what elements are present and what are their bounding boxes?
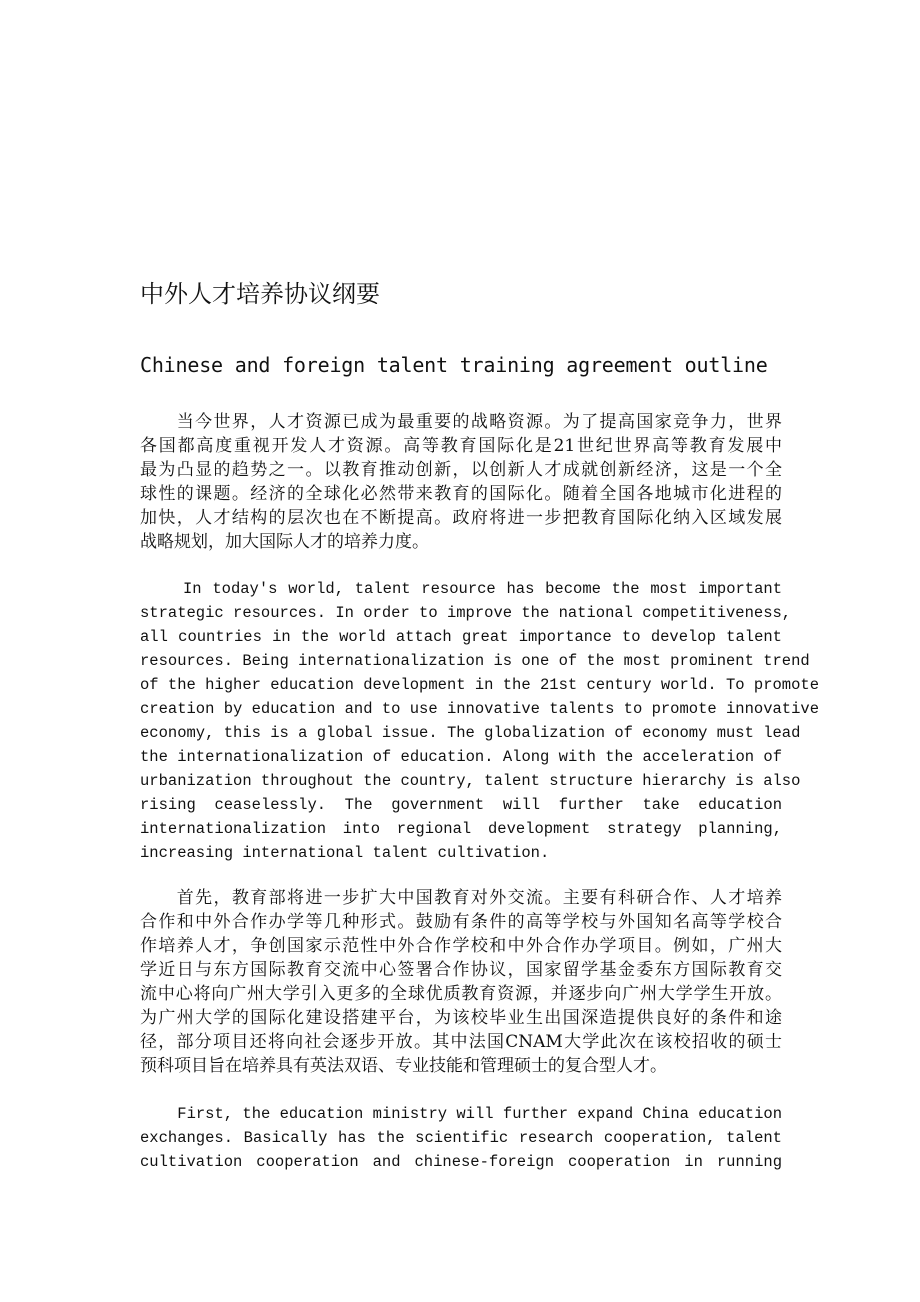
document-page [140, 0, 820, 1302]
text-line: 为广州大学的国际化建设搭建平台，为该校毕业生出国深造提供良好的条件和途 [140, 1008, 782, 1028]
text-line: strategic resources. In order to improve the national competitiveness, [140, 604, 792, 622]
text-line: resources. Being internationalization is one of the most prominent trend [140, 652, 810, 670]
text-line: In today's world, talent resource has become the most important [140, 580, 782, 598]
paragraph-cn-2 [140, 886, 782, 1078]
text-line: 球性的课题。经济的全球化必然带来教育的国际化。随着全国各地城市化进程的 [140, 484, 782, 504]
text-line: 作培养人才，争创国家示范性中外合作学校和中外合作办学项目。例如，广州大 [140, 936, 782, 956]
text-line: creation by education and to use innovative talents to promote innovative [140, 700, 820, 718]
document-title-chinese: 中外人才培养协议纲要 [140, 280, 380, 308]
text-line: the internationalization of education. Along with the acceleration of [140, 748, 782, 766]
text-line: internationalization into regional development strategy planning, [140, 820, 782, 838]
text-line: First, the education ministry will further expand China education [140, 1105, 782, 1123]
paragraph-en-1 [140, 577, 820, 865]
text-line: 各国都高度重视开发人才资源。高等教育国际化是21世纪世界高等教育发展中 [140, 436, 782, 456]
text-line: of the higher education development in the 21st century world. To promote [140, 676, 820, 694]
paragraph-cn-1 [140, 410, 782, 554]
text-line: 战略规划，加大国际人才的培养力度。 [140, 532, 429, 552]
text-line: exchanges. Basically has the scientific research cooperation, talent [140, 1129, 782, 1147]
text-line: 学近日与东方国际教育交流中心签署合作协议，国家留学基金委东方国际教育交 [140, 960, 782, 980]
text-line: 合作和中外合作办学等几种形式。鼓励有条件的高等学校与外国知名高等学校合 [140, 912, 782, 932]
paragraph-en-2 [140, 1102, 782, 1174]
text-line: 径，部分项目还将向社会逐步开放。其中法国CNAM大学此次在该校招收的硕士 [140, 1032, 782, 1052]
text-line: 当今世界，人才资源已成为最重要的战略资源。为了提高国家竞争力，世界 [140, 412, 782, 432]
text-line: 最为凸显的趋势之一。以教育推动创新，以创新人才成就创新经济，这是一个全 [140, 460, 782, 480]
text-line: 预科项目旨在培养具有英法双语、专业技能和管理硕士的复合型人才。 [140, 1056, 667, 1076]
text-line: 首先，教育部将进一步扩大中国教育对外交流。主要有科研合作、人才培养 [140, 888, 782, 908]
text-line: urbanization throughout the country, talent structure hierarchy is also [140, 772, 801, 790]
text-line: cultivation cooperation and chinese-foreign cooperation in running [140, 1153, 782, 1171]
text-line: increasing international talent cultivation. [140, 844, 550, 862]
text-line: rising ceaselessly. The government will further take education [140, 796, 782, 814]
text-line: all countries in the world attach great importance to develop talent [140, 628, 782, 646]
text-line: 加快，人才结构的层次也在不断提高。政府将进一步把教育国际化纳入区域发展 [140, 508, 782, 528]
text-line: 流中心将向广州大学引入更多的全球优质教育资源，并逐步向广州大学学生开放。 [140, 984, 782, 1004]
text-line: economy, this is a global issue. The globalization of economy must lead [140, 724, 801, 742]
document-title-english: Chinese and foreign talent training agreement outline [140, 353, 768, 377]
